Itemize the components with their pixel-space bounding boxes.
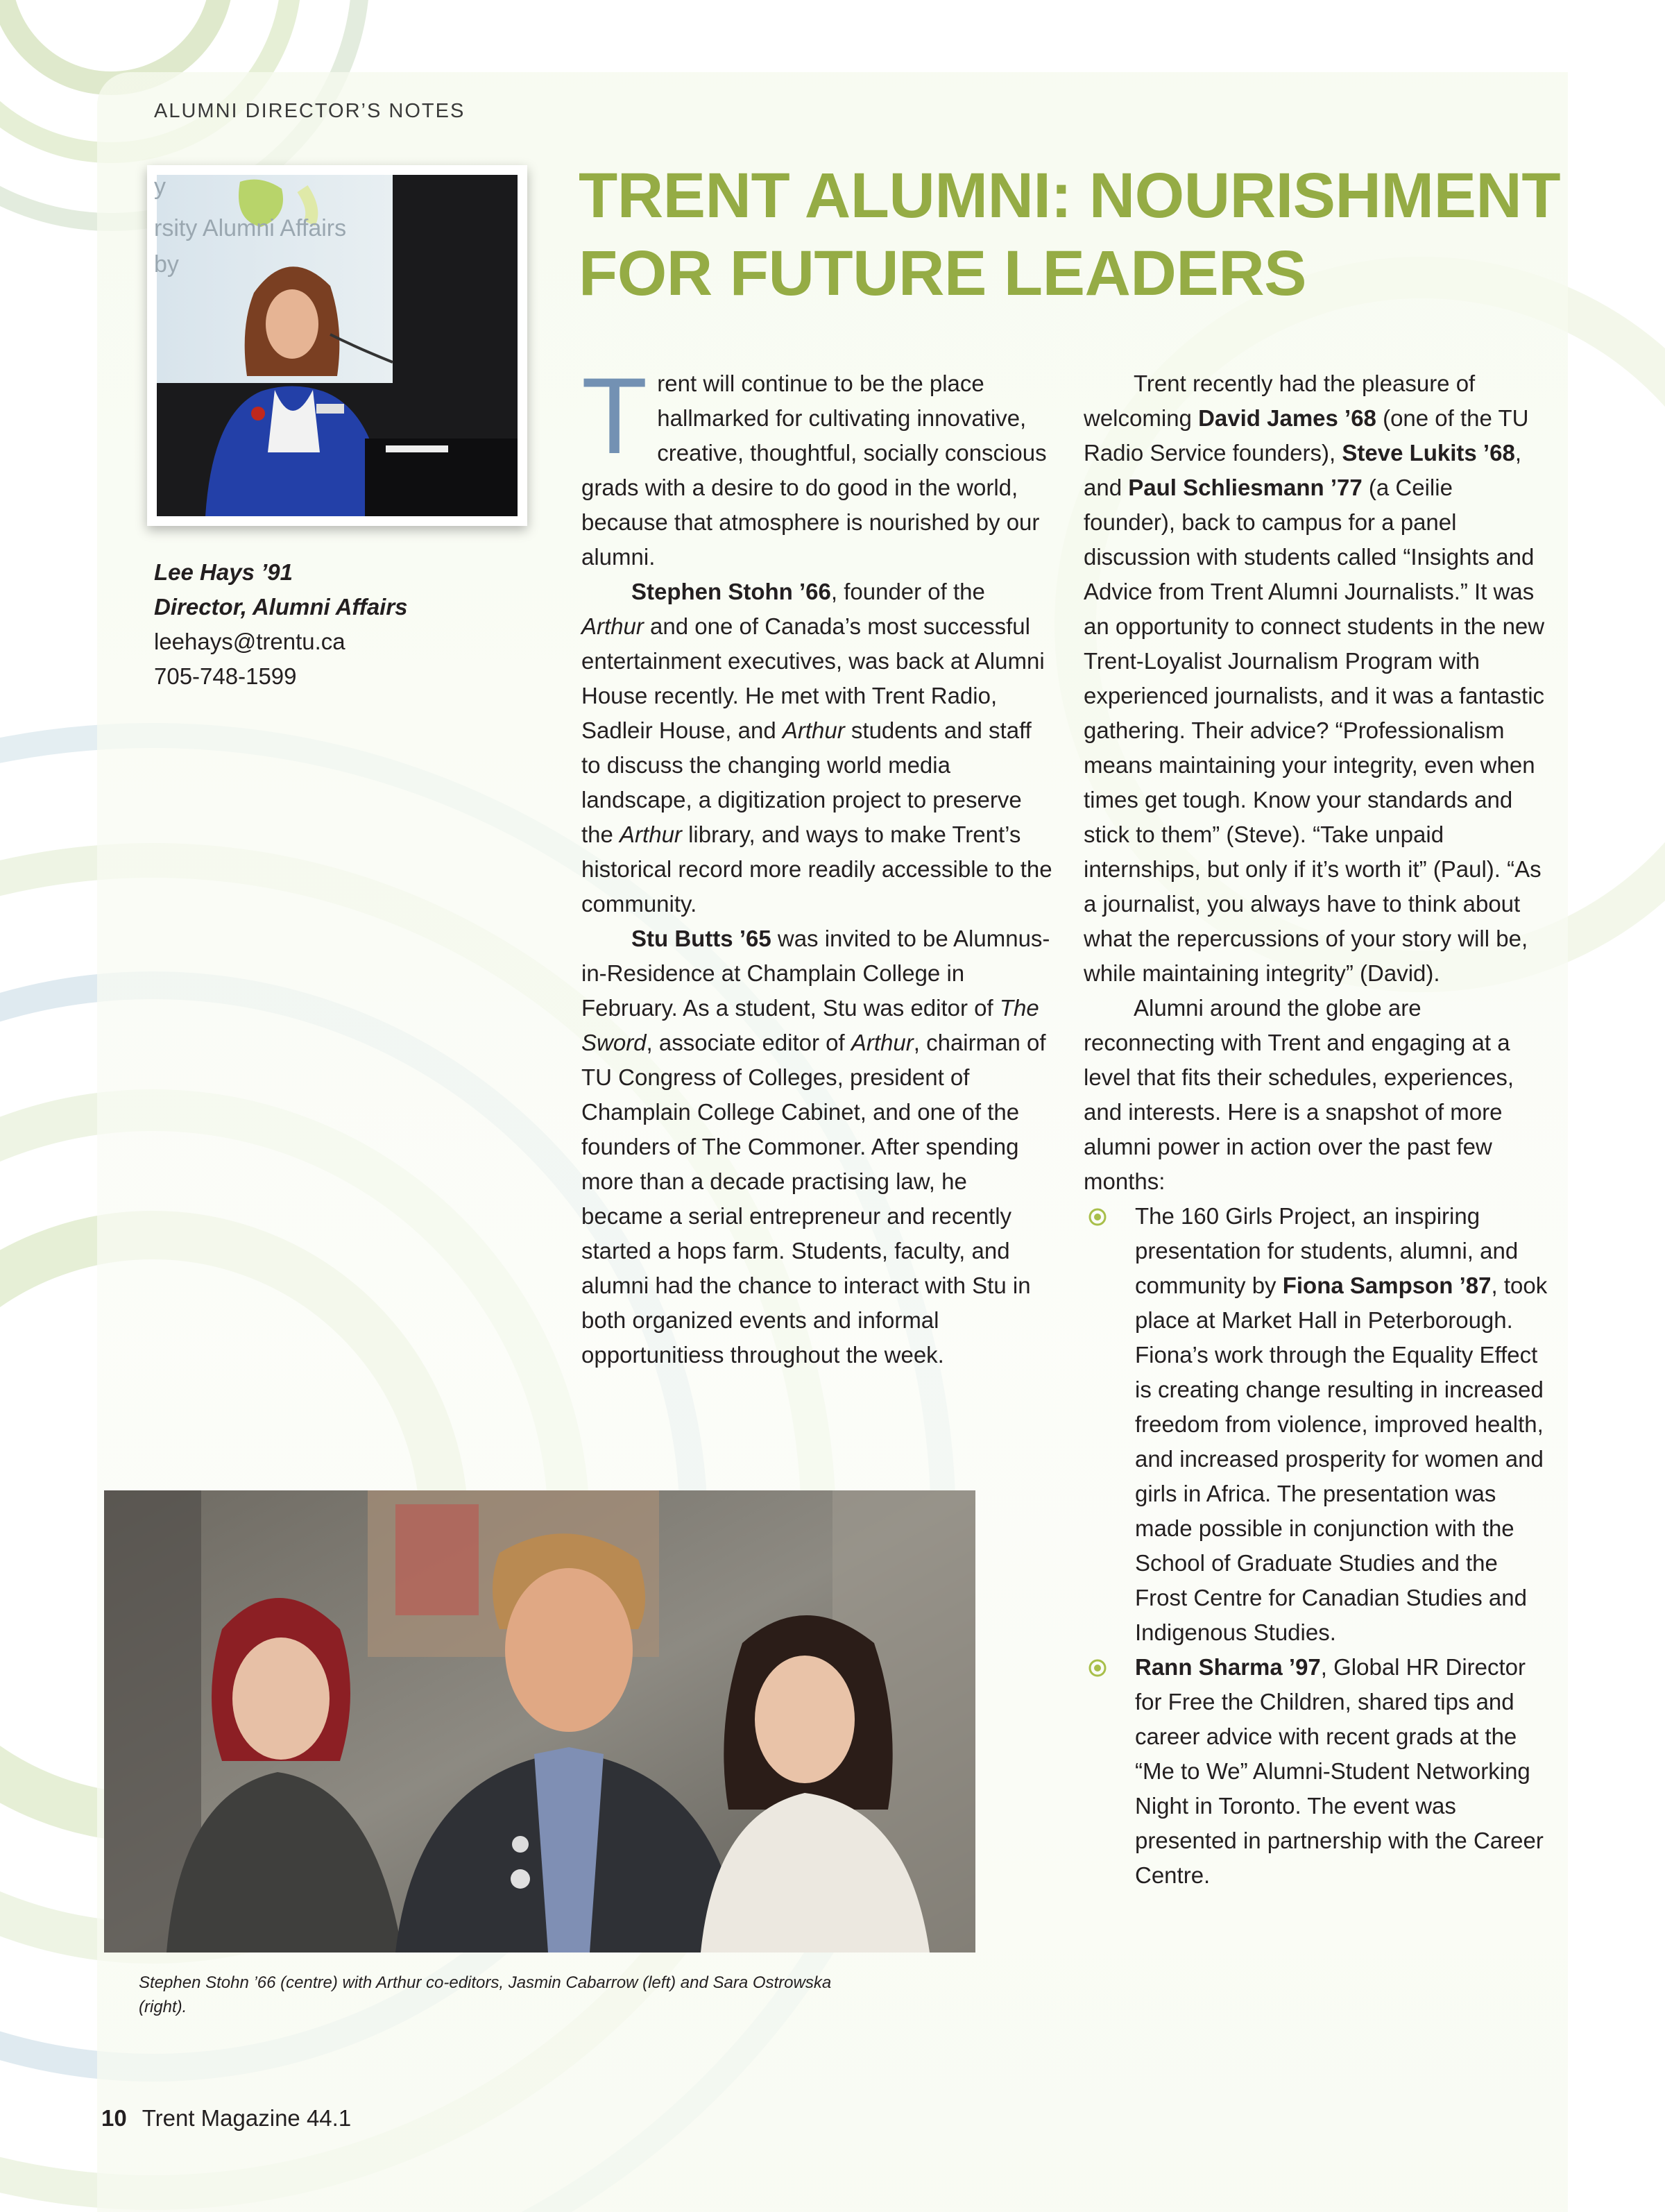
name-stephen-stohn: Stephen Stohn ’66 <box>631 579 831 604</box>
paragraph-butts: Stu Butts ’65 was invited to be Alumnus-in-Residence at Champlain College in February. As a student, Stu was editor of The Sword, associate editor of Arthur, chairman of TU Congress of Colleges, president of Champlain College Cabinet, and one of the founders of The Commoner. After spending more than a decade practising law, he became a serial entrepreneur and recently started a hops farm. Students, faculty, and alumni had the chance to interact with Stu in both organized events and informal opportunitiess throughout the week. <box>581 926 1050 1368</box>
article-column-2 <box>1084 366 1548 1893</box>
paragraph-alumni-globe: Alumni around the globe are reconnecting with Trent and engaging at a level that fits their schedules, experiences, and interests. Here is a snapshot of more alumni power in action over the past few months: <box>1084 995 1514 1194</box>
headline-line-2: FOR FUTURE LEADERS <box>579 238 1306 309</box>
banner-text-1: y <box>154 173 166 200</box>
photo-caption: Stephen Stohn ’66 (centre) with Arthur co-editors, Jasmin Cabarrow (left) and Sara Ostrowska (right). <box>139 1973 832 2016</box>
director-phone: 705-748-1599 <box>154 663 297 689</box>
portrait-image <box>154 173 518 516</box>
drop-cap: T <box>581 356 648 477</box>
director-title: Director, Alumni Affairs <box>154 594 408 620</box>
banner-text-3: by <box>154 251 179 278</box>
page-number: 10 <box>101 2105 127 2131</box>
banner-text-2: rsity Alumni Affairs <box>154 215 347 241</box>
paragraph-intro: Trent will continue to be the place hallmarked for cultivating innovative, creative, thoughtful, socially conscious grads with a desire to do good in the world, because that atmosphere is nourished by our alumni. <box>581 356 1047 570</box>
group-photo <box>104 1490 975 1952</box>
paragraph-stohn: Stephen Stohn ’66, founder of the Arthur and one of Canada’s most successful entertainment executives, was back at Alumni House recently. He met with Trent Radio, Sadleir House, and Arthur students and staff to discuss the changing world media landscape, a digitization project to preserve the Arthur library, and ways to make Trent’s historical record more readily accessible to the community. <box>581 579 1052 917</box>
section-label: ALUMNI DIRECTOR’S NOTES <box>154 100 466 122</box>
director-portrait <box>147 165 527 526</box>
name-stu-butts: Stu Butts ’65 <box>631 926 771 951</box>
paragraph-journalists: Trent recently had the pleasure of welcoming David James ’68 (one of the TU Radio Service founders), Steve Lukits ’68, and Paul Schliesmann ’77 (a Ceilie founder), back to campus for a panel discussion with students called “Insights and Advice from Trent Alumni Journalists.” It was an opportunity to connect students in the new Trent-Loyalist Journalism Program with experienced journalists, and it was a fantastic gathering. Their advice? “Professionalism means maintaining your integrity, even when times get tough. Know your standards and stick to them” (Steve). “Take unpaid internships, but only if it’s worth it” (Paul). “As a journalist, you always have to think about what the repercussions of your story will be, while maintaining integrity” (David). <box>1084 371 1545 986</box>
list-item: The 160 Girls Project, an inspiring presentation for students, alumni, and community by Fiona Sampson ’87, took place at Market Hall in Peterborough. Fiona’s work through the Equality Effect is creating change resulting in increased freedom from violence, improved health, and increased prosperity for women and girls in Africa. The presentation was made possible in conjunction with the School of Graduate Studies and the Frost Centre for Canadian Studies and Indigenous Studies. <box>1084 1199 1548 1650</box>
headline <box>579 157 1564 312</box>
list-item: Rann Sharma ’97, Global HR Director for Free the Children, shared tips and career advice with recent grads at the “Me to We” Alumni-Student Networking Night in Toronto. The event was presented in partnership with the Career Centre. <box>1084 1650 1548 1893</box>
alumni-activity-list <box>1084 1199 1548 1893</box>
contact-block <box>154 555 408 694</box>
director-name: Lee Hays ’91 <box>154 559 293 585</box>
headline-line-1: TRENT ALUMNI: NOURISHMENT <box>579 160 1561 231</box>
director-email[interactable]: leehays@trentu.ca <box>154 629 345 654</box>
page-footer <box>101 2105 351 2132</box>
bullet-circle-icon <box>1088 1658 1107 1678</box>
article-column-1 <box>581 356 1053 1372</box>
bullet-circle-icon <box>1088 1207 1107 1227</box>
publication-name: Trent Magazine 44.1 <box>142 2105 352 2131</box>
